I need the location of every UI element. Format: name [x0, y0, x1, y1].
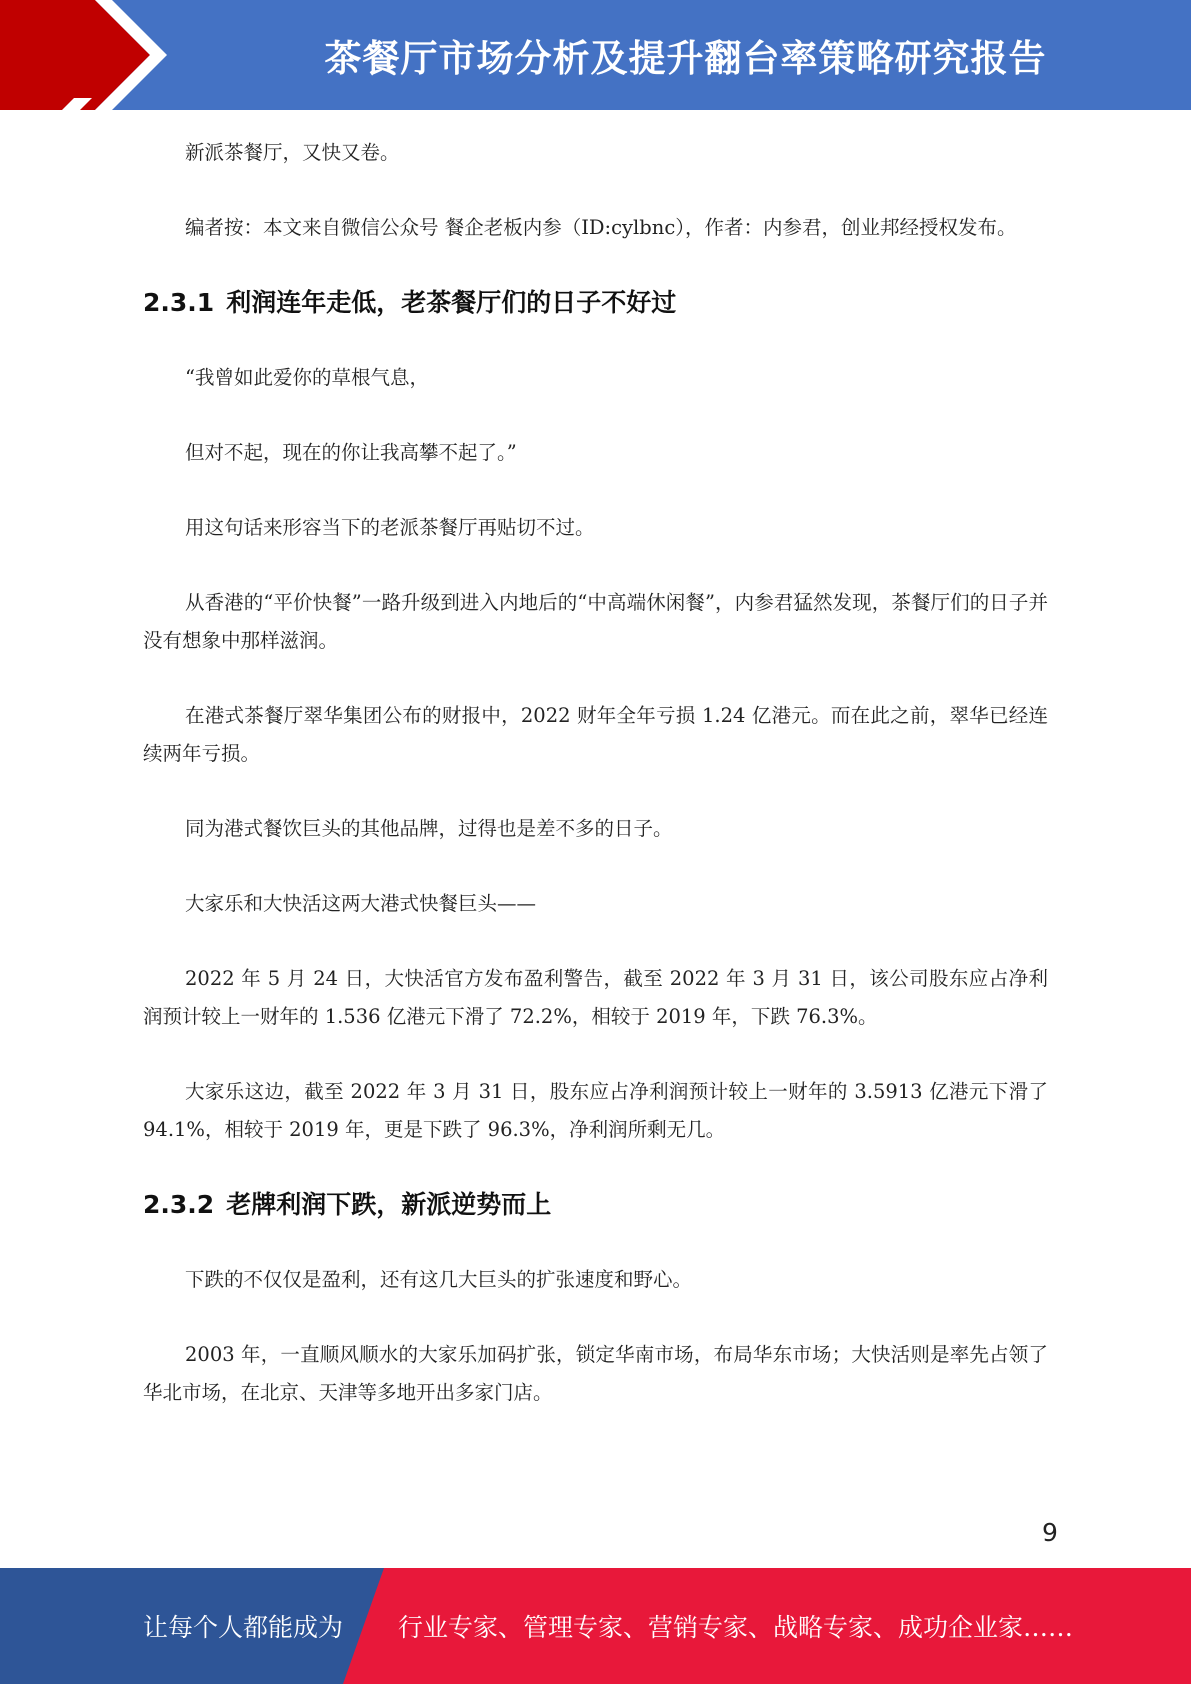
section-title: 利润连年走低，老茶餐厅们的日子不好过: [226, 288, 677, 317]
body-paragraph: 用这句话来形容当下的老派茶餐厅再贴切不过。: [185, 516, 595, 539]
footer-banner: [0, 1568, 1191, 1684]
document-body: [143, 134, 1048, 1449]
section-number: 2.3.2: [143, 1190, 215, 1219]
body-paragraph: 大家乐这边，截至 2022 年 3 月 31 日，股东应占净利润预计较上一财年的 3.5913 亿港元下滑了 94.1%，相较于 2019 年，更是下跌了 96.3%，净利润所剩无几。: [143, 1080, 1048, 1141]
body-paragraph: 从香港的“平价快餐”一路升级到进入内地后的“中高端休闲餐”，内参君猛然发现，茶餐厅们的日子并没有想象中那样滋润。: [143, 591, 1048, 652]
section-heading-2-3-1: [143, 284, 1048, 322]
body-paragraph: “我曾如此爱你的草根气息，: [185, 366, 429, 389]
section-heading-2-3-2: [143, 1186, 1048, 1224]
section-number: 2.3.1: [143, 288, 215, 317]
section-title: 老牌利润下跌，新派逆势而上: [226, 1190, 552, 1219]
footer-slogan-left: 让每个人都能成为: [143, 1613, 344, 1642]
footer-slogan-right: 行业专家、管理专家、营销专家、战略专家、成功企业家……: [398, 1613, 1074, 1642]
page-number: 9: [1042, 1518, 1058, 1547]
body-paragraph: 下跌的不仅仅是盈利，还有这几大巨头的扩张速度和野心。: [185, 1268, 693, 1291]
header-banner: [0, 0, 1191, 110]
body-paragraph: 同为港式餐饮巨头的其他品牌，过得也是差不多的日子。: [185, 817, 673, 840]
body-paragraph: 但对不起，现在的你让我高攀不起了。”: [185, 441, 517, 464]
body-paragraph: 2003 年，一直顺风顺水的大家乐加码扩张，锁定华南市场，布局华东市场；大快活则是率先占领了华北市场，在北京、天津等多地开出多家门店。: [143, 1343, 1048, 1404]
intro-paragraph: 新派茶餐厅，又快又卷。: [185, 141, 400, 164]
editor-note-paragraph: 编者按：本文来自微信公众号 餐企老板内参（ID:cylbnc），作者：内参君，创业邦经授权发布。: [185, 216, 1017, 239]
body-paragraph: 大家乐和大快活这两大港式快餐巨头——: [185, 892, 537, 915]
body-paragraph: 在港式茶餐厅翠华集团公布的财报中，2022 财年全年亏损 1.24 亿港元。而在此之前，翠华已经连续两年亏损。: [143, 704, 1048, 765]
report-title: 茶餐厅市场分析及提升翻台率策略研究报告: [324, 37, 1047, 80]
body-paragraph: 2022 年 5 月 24 日，大快活官方发布盈利警告，截至 2022 年 3 月 31 日，该公司股东应占净利润预计较上一财年的 1.536 亿港元下滑了 72.2%，相较于 2019 年，下跌 76.3%。: [143, 967, 1048, 1028]
